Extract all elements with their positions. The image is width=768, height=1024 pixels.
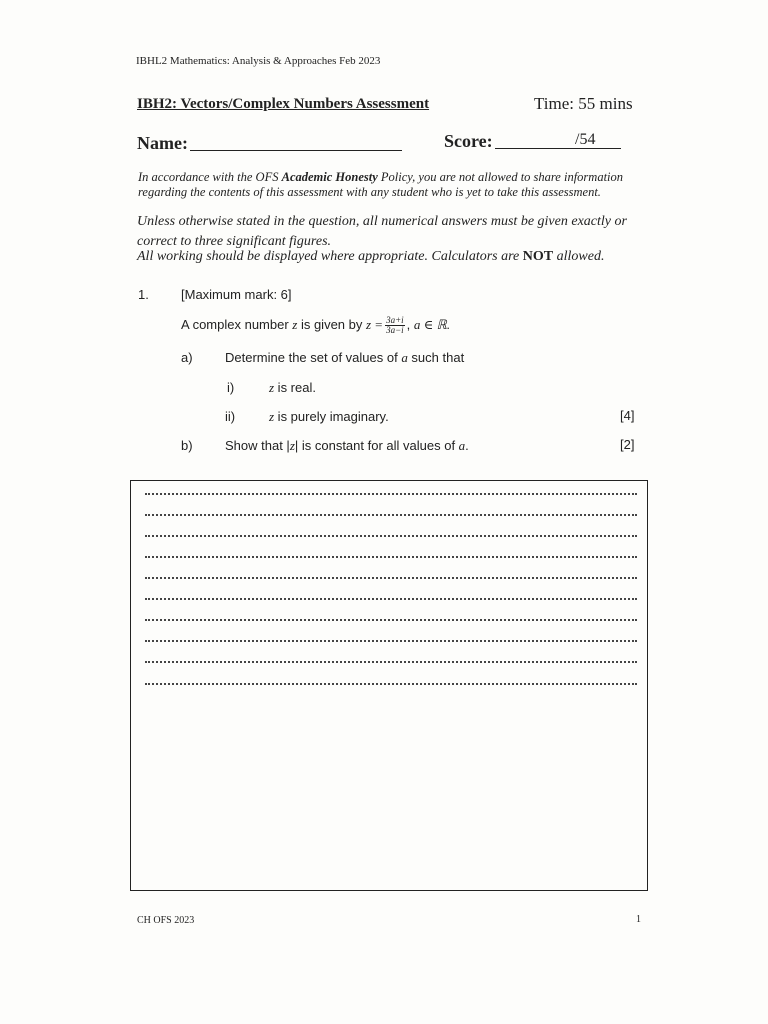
answer-box[interactable] <box>130 480 648 891</box>
footer-left: CH OFS 2023 <box>137 915 195 926</box>
answer-line[interactable] <box>145 661 637 663</box>
answer-line[interactable] <box>145 556 637 558</box>
part-a-i-label: i) <box>227 380 235 395</box>
honesty-text-start: In accordance with the OFS <box>138 170 282 184</box>
part-b-label: b) <box>181 438 193 453</box>
part-b-text <box>225 438 469 454</box>
part-a-text-start: Determine the set of values of <box>225 350 402 365</box>
part-b-marks: [2] <box>620 437 635 452</box>
part-a-label: a) <box>181 350 193 365</box>
answer-line[interactable] <box>145 598 637 600</box>
working-text-end: allowed. <box>553 249 605 264</box>
answer-line[interactable] <box>145 535 637 537</box>
part-b-text-mid: | is constant for all values of <box>294 438 459 453</box>
score-total: /54 <box>575 131 596 148</box>
fraction-denominator: 3a−i <box>386 325 404 335</box>
answer-line[interactable] <box>145 493 637 495</box>
part-a-marks: [4] <box>620 408 635 423</box>
stem-variable: z <box>292 316 298 332</box>
stem-domain: a ∈ ℝ. <box>413 316 451 332</box>
part-a-i-text <box>269 380 316 396</box>
part-a-text-end: such that <box>407 350 465 365</box>
honesty-policy-name: Academic Honesty <box>281 170 378 184</box>
score-field-line[interactable] <box>495 148 621 149</box>
question-number: 1. <box>138 287 149 302</box>
part-b-text-start: Show that | <box>225 438 290 453</box>
answer-line[interactable] <box>145 619 637 621</box>
answer-line[interactable] <box>145 640 637 642</box>
time-limit: Time: 55 mins <box>534 94 633 113</box>
stem-comma: , <box>406 316 414 332</box>
name-label: Name: <box>137 133 188 153</box>
part-a-variable: a <box>401 350 408 365</box>
part-b-variable-a: a <box>458 438 466 453</box>
part-a-ii-variable: z <box>269 409 275 424</box>
part-a-i-condition: is real. <box>274 380 316 395</box>
answer-line[interactable] <box>145 514 637 516</box>
stem-fraction <box>385 316 405 335</box>
part-a-text <box>225 350 464 366</box>
part-a-i-variable: z <box>269 380 275 395</box>
working-instruction <box>137 249 657 265</box>
score-label: Score: <box>444 131 493 151</box>
question-max-mark: [Maximum mark: 6] <box>181 287 292 302</box>
answer-line[interactable] <box>145 683 637 685</box>
course-header: IBHL2 Mathematics: Analysis & Approaches Feb 2023 <box>136 55 381 67</box>
part-b-text-end: . <box>465 438 469 453</box>
name-field-line[interactable] <box>190 150 402 151</box>
question-stem <box>181 316 450 335</box>
stem-equation: z = <box>366 316 384 332</box>
part-a-ii-label: ii) <box>225 409 236 424</box>
academic-honesty-notice <box>138 170 658 199</box>
fraction-numerator: 3a+i <box>386 315 404 325</box>
part-a-ii-condition: is purely imaginary. <box>274 409 389 424</box>
page-number: 1 <box>636 914 641 925</box>
part-a-ii-text <box>269 409 389 425</box>
assessment-title: IBH2: Vectors/Complex Numbers Assessment <box>137 96 430 112</box>
sig-fig-instruction: Unless otherwise stated in the question, all numerical answers must be given exactly or correct to three significant figures. <box>137 214 627 249</box>
honesty-text-end: Policy, you are not allowed to share information regarding the contents of this assessment with any student who is yet to take this assessment. <box>138 170 624 199</box>
answer-line[interactable] <box>145 577 637 579</box>
working-text-start: All working should be displayed where appropriate. Calculators are <box>137 249 523 264</box>
stem-text-mid: is given by <box>297 316 366 332</box>
part-b-variable: z <box>289 438 295 453</box>
working-emphasis: NOT <box>522 249 554 264</box>
stem-text: A complex number <box>181 316 293 332</box>
